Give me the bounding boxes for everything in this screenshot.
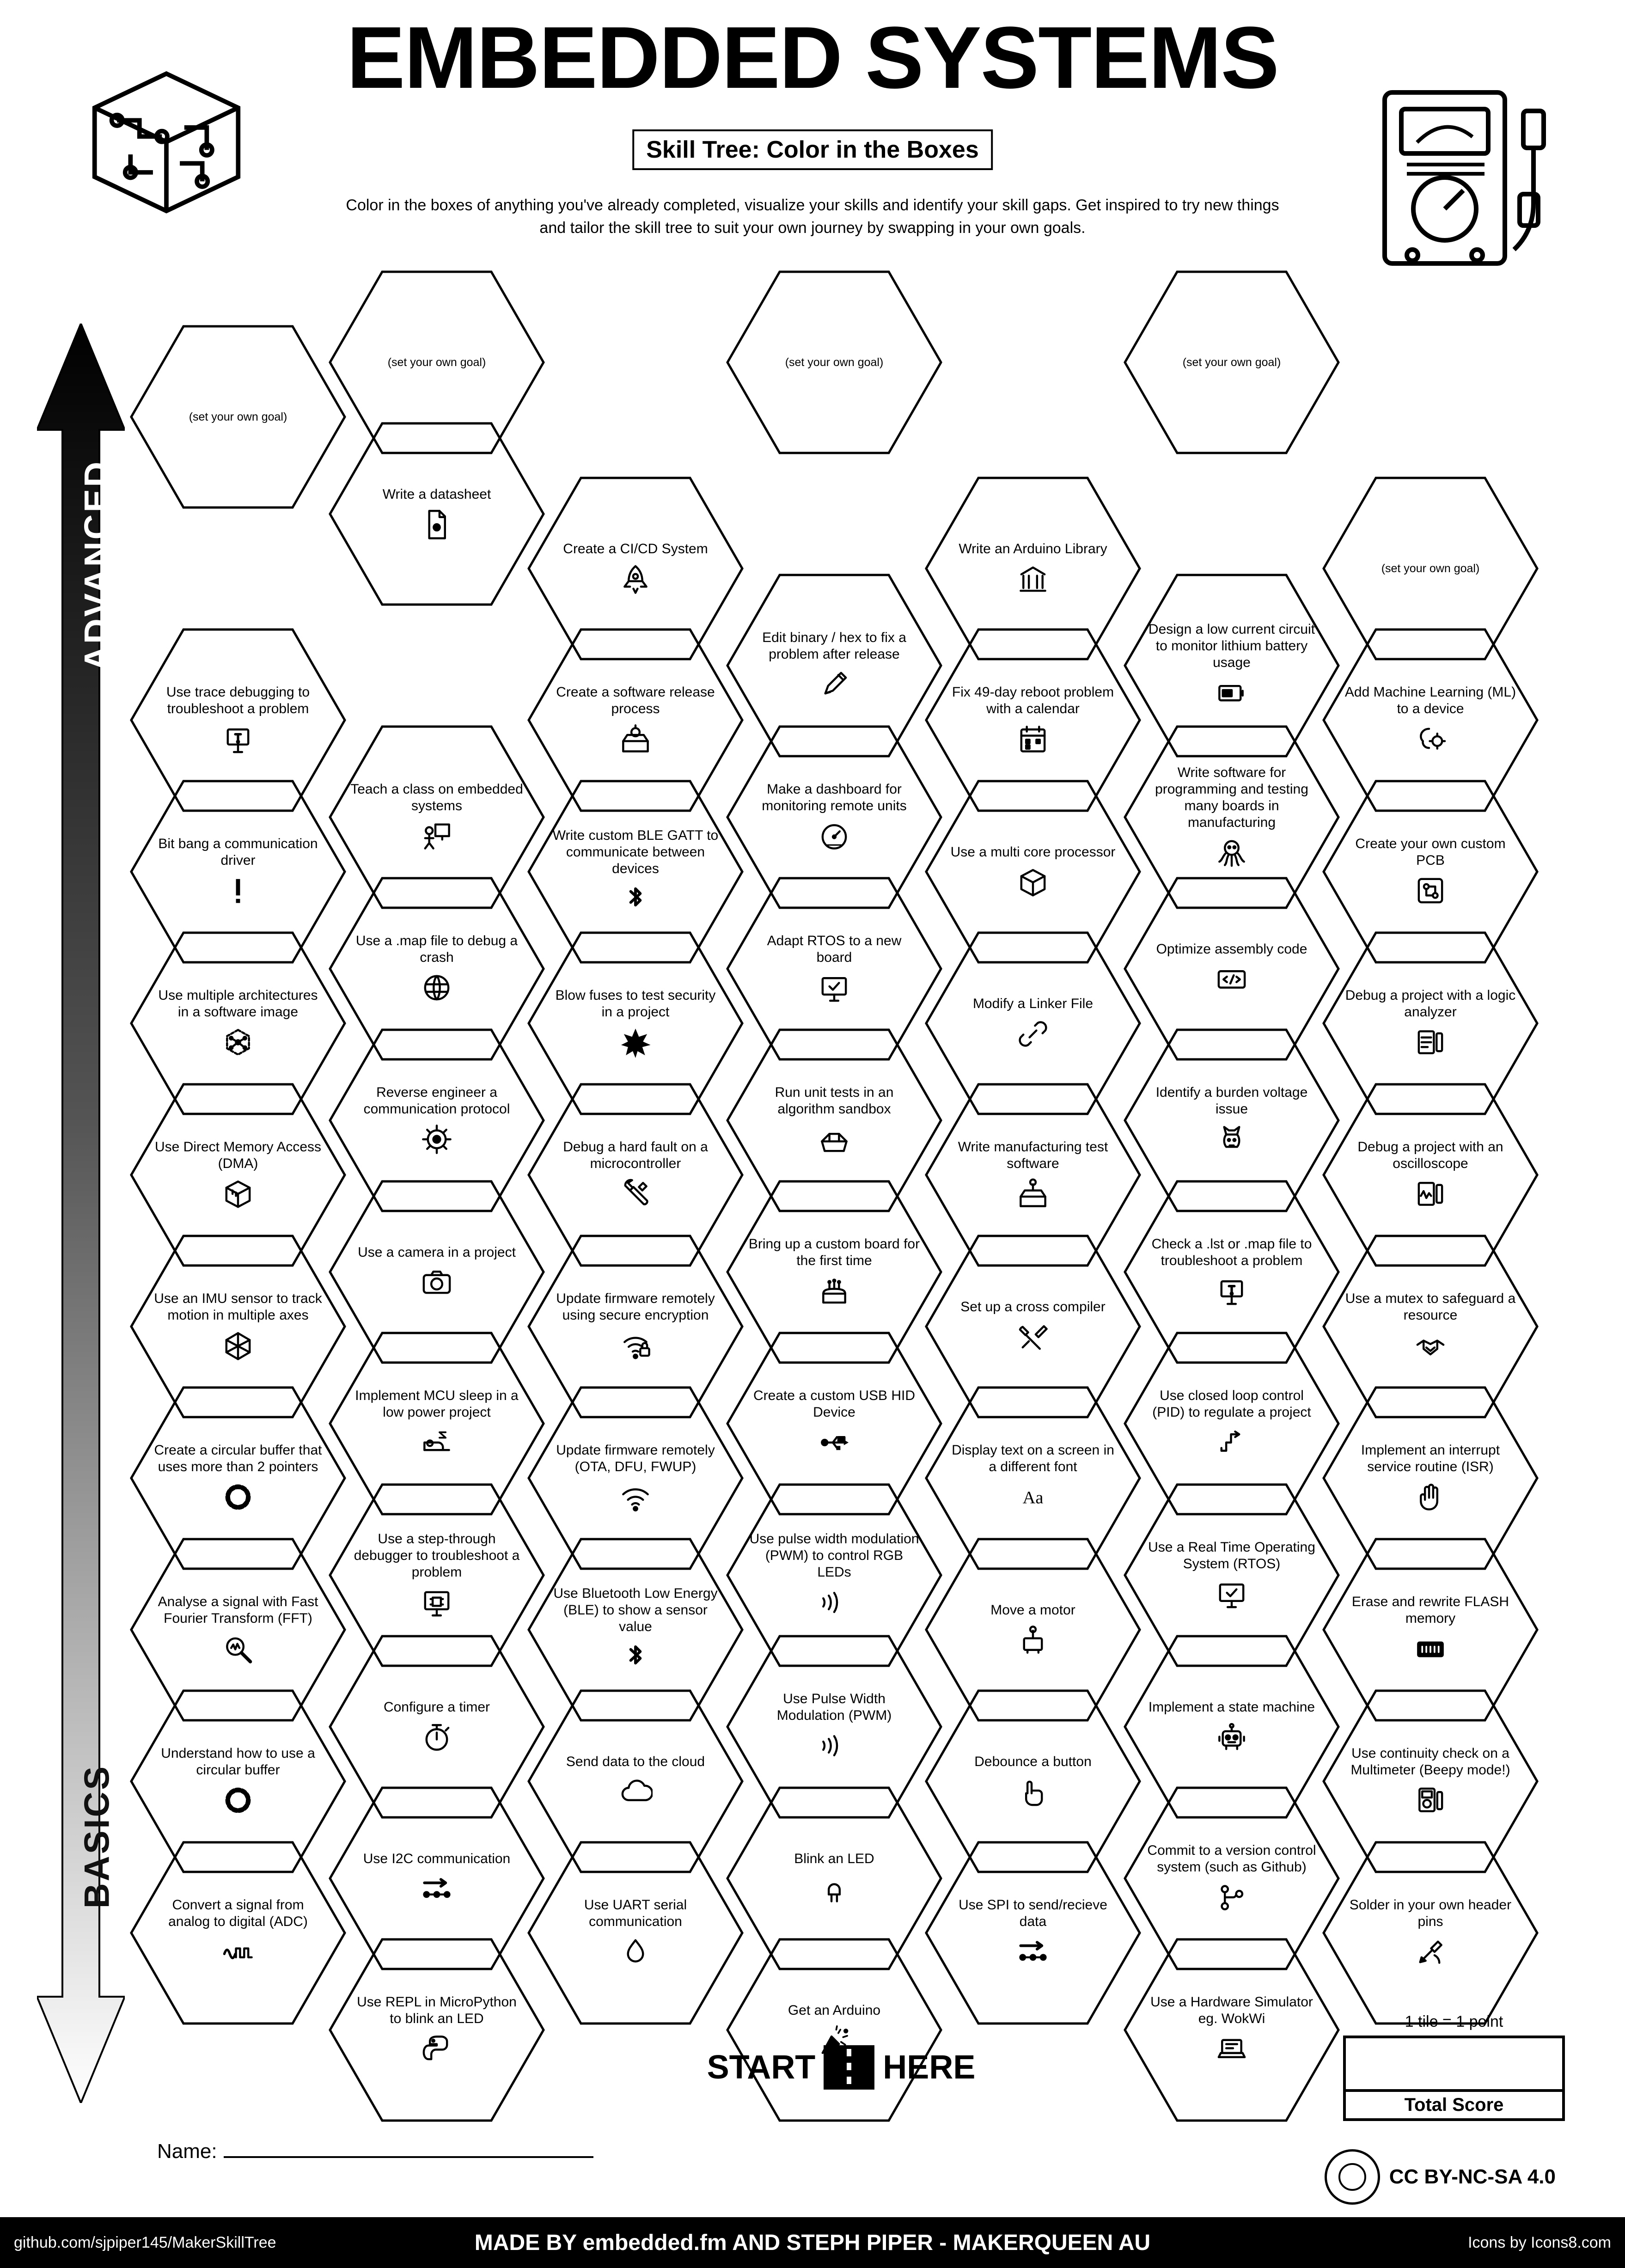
- document-icon: [420, 507, 454, 542]
- feedback-loop-icon: [1215, 1425, 1249, 1460]
- tile-label: Display text on a screen in a different font: [952, 1443, 1114, 1474]
- cube-icon: [1016, 865, 1050, 899]
- calendar-icon: [1016, 722, 1050, 756]
- tile-label: Use a Hardware Simulator eg. WokWi: [1150, 1994, 1313, 2026]
- skill-tile[interactable]: [328, 1936, 545, 2124]
- tile-label: Fix 49-day reboot problem with a calendar: [952, 685, 1114, 716]
- tile-label: Reverse engineer a communication protocol: [363, 1085, 510, 1117]
- tile-label: Use a step-through debugger to troubleshoot a problem: [354, 1531, 520, 1580]
- library-icon: [1016, 562, 1050, 596]
- tile-label: Debug a project with a logic analyzer: [1345, 988, 1516, 1020]
- tile-label: Set up a cross compiler: [960, 1299, 1106, 1314]
- tile-label: Write an Arduino Library: [959, 541, 1107, 556]
- skill-tile[interactable]: [129, 1839, 347, 2027]
- sleep-icon: [420, 1425, 454, 1460]
- tile-outline: [1322, 1839, 1539, 2027]
- usb-icon: [817, 1425, 851, 1460]
- tile-label: Update firmware remotely (OTA, DFU, FWUP): [556, 1443, 715, 1474]
- tile-label: Use continuity check on a Multimeter (Beepy mode!): [1350, 1746, 1510, 1778]
- tile-label: Use SPI to send/recieve data: [959, 1897, 1107, 1929]
- tile-label: Use Pulse Width Modulation (PWM): [776, 1691, 892, 1723]
- footer-credit: MADE BY embedded.fm AND STEPH PIPER - MAKERQUEEN AU: [474, 2230, 1151, 2255]
- tile-label: Use Bluetooth Low Energy (BLE) to show a sensor value: [553, 1586, 718, 1634]
- skill-tile[interactable]: [924, 1839, 1142, 2027]
- soldering-iron-icon: [1413, 1935, 1448, 1969]
- tile-label: Adapt RTOS to a new board: [767, 933, 902, 965]
- memory-cube-icon: [221, 1177, 255, 1211]
- start-label: START: [707, 2049, 816, 2086]
- package-release-icon: [618, 722, 653, 756]
- tile-label: Write manufacturing test software: [958, 1139, 1108, 1171]
- cake-icon: [817, 1274, 851, 1308]
- tile-label: Implement MCU sleep in a low power project: [355, 1388, 519, 1420]
- map-globe-icon: [420, 971, 454, 1005]
- factory-package-icon: [1016, 1177, 1050, 1211]
- tile-label: Use Direct Memory Access (DMA): [154, 1139, 322, 1171]
- page-title: EMBEDDED SYSTEMS: [346, 9, 1279, 107]
- flash-memory-icon: [1413, 1632, 1448, 1666]
- axis-label-basics: BASICS: [77, 1764, 117, 1909]
- tile-label: Use a .map file to debug a crash: [355, 933, 518, 965]
- tile-label: Edit binary / hex to fix a problem after release: [762, 630, 906, 662]
- score-note: 1 tile = 1 point: [1405, 2013, 1503, 2030]
- tile-label: Create a CI/CD System: [563, 541, 708, 556]
- debugger-icon: [420, 1585, 454, 1620]
- bus-arrow-icon: [1016, 1935, 1050, 1969]
- bluetooth-icon: [618, 882, 653, 916]
- rocket-icon: [618, 562, 653, 596]
- tile-label: Analyse a signal with Fast Fourier Transform (FFT): [158, 1594, 318, 1626]
- circular-buffer-icon: [221, 1480, 255, 1514]
- monitor-check-icon: [1215, 1577, 1249, 1611]
- description: Color in the boxes of anything you've already completed, visualize your skills and identify your skill gaps. Get inspired to try new things and tailor the skill tree to suit your own journey by swapping in your own goals.: [346, 196, 1279, 237]
- tile-label: Debounce a button: [974, 1754, 1092, 1769]
- tile-label: Use closed loop control (PID) to regulate a project: [1152, 1388, 1311, 1420]
- tile-label: Debug a project with an oscilloscope: [1357, 1139, 1503, 1171]
- stopwatch-icon: [420, 1720, 454, 1754]
- wifi-lock-icon: [618, 1328, 653, 1363]
- tile-label: Design a low current circuit to monitor lithium battery usage: [1148, 622, 1315, 670]
- tile-label: Move a motor: [990, 1602, 1075, 1618]
- robot-icon: [1215, 1720, 1249, 1754]
- battery-icon: [1215, 676, 1249, 710]
- tile-label: Make a dashboard for monitoring remote units: [762, 782, 907, 813]
- tile-label: Erase and rewrite FLASH memory: [1351, 1594, 1509, 1626]
- skill-tile[interactable]: [129, 323, 347, 511]
- tile-label: Solder in your own header pins: [1349, 1897, 1512, 1929]
- tile-label: Add Machine Learning (ML) to a device: [1344, 685, 1516, 716]
- tile-label: Use a multi core processor: [950, 844, 1116, 860]
- name-field[interactable]: [157, 2140, 593, 2163]
- tile-label: Write software for programming and testing many boards in manufacturing: [1155, 765, 1308, 830]
- here-label: HERE: [883, 2049, 976, 2086]
- svg-text:Aa: Aa: [1022, 1488, 1044, 1508]
- tile-label: Use I2C communication: [363, 1851, 511, 1866]
- tile-outline: [328, 1936, 545, 2124]
- tile-label: Understand how to use a circular buffer: [161, 1746, 315, 1778]
- hand-icon: [1413, 1480, 1448, 1514]
- license-text: CC BY-NC-SA 4.0: [1389, 2165, 1556, 2188]
- tile-label: Convert a signal from analog to digital (ADC): [168, 1897, 308, 1929]
- skill-tile[interactable]: [328, 268, 545, 457]
- tile-label: Use trace debugging to troubleshoot a problem: [166, 685, 310, 716]
- tile-label: Use a mutex to safeguard a resource: [1345, 1291, 1516, 1323]
- code-icon: [1215, 962, 1249, 996]
- bus-arrow-icon: [420, 1872, 454, 1906]
- tile-label: Use a camera in a project: [358, 1245, 516, 1260]
- skill-tile[interactable]: [1123, 1936, 1340, 2124]
- score-input[interactable]: [1343, 2036, 1565, 2092]
- skill-tile[interactable]: [726, 1936, 943, 2124]
- score-label: Total Score: [1343, 2092, 1565, 2121]
- skill-tile[interactable]: [527, 1839, 744, 2027]
- footer-icons-credit[interactable]: Icons by Icons8.com: [1468, 2233, 1611, 2251]
- logic-analyzer-icon: [1413, 1025, 1448, 1059]
- tile-label: Get an Arduino: [788, 2003, 881, 2018]
- brain-gear-icon: [1413, 722, 1448, 756]
- wifi-icon: [618, 1480, 653, 1514]
- drop-icon: [618, 1935, 653, 1969]
- python-icon: [420, 2032, 454, 2066]
- skill-tile[interactable]: [1322, 1839, 1539, 2027]
- octopus-icon: [1215, 836, 1249, 870]
- sandbox-icon: [817, 1122, 851, 1156]
- press-button-icon: [1016, 1775, 1050, 1809]
- footer-github-link[interactable]: github.com/sjpiper145/MakerSkillTree: [14, 2233, 276, 2251]
- skill-tile[interactable]: [1123, 268, 1340, 457]
- party-popper-icon: [817, 2023, 851, 2058]
- led-icon: [817, 1872, 851, 1906]
- motor-icon: [1016, 1623, 1050, 1657]
- tile-label: Commit to a version control system (such as Github): [1147, 1843, 1316, 1875]
- skill-tile[interactable]: [726, 268, 943, 457]
- reverse-gear-icon: [420, 1122, 454, 1156]
- tile-outline: [1123, 1936, 1340, 2124]
- tile-label: Use multiple architectures in a software image: [158, 988, 318, 1020]
- tile-label: Use UART serial communication: [584, 1897, 687, 1929]
- footer-bar: [0, 2217, 1625, 2268]
- handshake-icon: [1413, 1328, 1448, 1363]
- tile-label: Implement a state machine: [1148, 1699, 1315, 1715]
- signal-waves-icon: [817, 1729, 851, 1763]
- tile-label: Update firmware remotely using secure encryption: [556, 1291, 715, 1323]
- multimeter-small-icon: [1413, 1783, 1448, 1817]
- tile-label: (set your own goal): [1381, 562, 1480, 575]
- link-icon: [1016, 1017, 1050, 1051]
- tile-label: Blink an LED: [794, 1851, 874, 1866]
- monitor-bug-icon: [221, 722, 255, 756]
- license: [1325, 2149, 1556, 2205]
- tile-label: Create a software release process: [556, 685, 715, 716]
- tile-label: Run unit tests in an algorithm sandbox: [775, 1085, 894, 1117]
- tile-label: Configure a timer: [383, 1699, 490, 1715]
- signal-magnifier-icon: [221, 1632, 255, 1666]
- name-rule[interactable]: [224, 2156, 593, 2158]
- tile-label: Use pulse width modulation (PWM) to control RGB LEDs: [749, 1531, 919, 1580]
- tile-label: Create a circular buffer that uses more than 2 pointers: [154, 1443, 322, 1474]
- explosion-icon: [618, 1025, 653, 1059]
- tile-label: Use a Real Time Operating System (RTOS): [1148, 1540, 1315, 1571]
- total-score-box: [1343, 2013, 1565, 2121]
- tile-label: Bit bang a communication driver: [158, 836, 318, 868]
- axes-icon: [221, 1328, 255, 1363]
- adc-wave-icon: [221, 1935, 255, 1969]
- architecture-icon: [221, 1025, 255, 1059]
- pencil-icon: [817, 667, 851, 702]
- tile-label: Implement an interrupt service routine (ISR): [1361, 1443, 1500, 1474]
- tile-label: (set your own goal): [189, 410, 287, 423]
- presenter-icon: [420, 819, 454, 853]
- wrench-screwdriver-icon: [1016, 1320, 1050, 1354]
- font-icon: [1016, 1480, 1050, 1514]
- camera-icon: [420, 1265, 454, 1300]
- donkey-icon: [1215, 1122, 1249, 1156]
- monitor-bug-icon: [1215, 1274, 1249, 1308]
- exclamation-icon: [221, 874, 255, 908]
- subtitle: Skill Tree: Color in the Boxes: [632, 129, 993, 170]
- monitor-check-icon: [817, 971, 851, 1005]
- tile-label: Debug a hard fault on a microcontroller: [563, 1139, 708, 1171]
- name-label: Name:: [157, 2140, 217, 2163]
- tile-label: Write a datasheet: [382, 487, 491, 502]
- git-icon: [1215, 1880, 1249, 1914]
- creative-commons-icon: [1325, 2149, 1380, 2205]
- tile-label: (set your own goal): [785, 356, 884, 369]
- tile-label: Teach a class on embedded systems: [350, 782, 523, 813]
- tile-label: Blow fuses to test security in a project: [555, 988, 716, 1020]
- tile-label: Create a custom USB HID Device: [753, 1388, 916, 1420]
- tile-label: (set your own goal): [387, 356, 486, 369]
- tile-outline: [129, 1839, 347, 2027]
- tile-label: Modify a Linker File: [972, 996, 1094, 1011]
- tile-label: Send data to the cloud: [566, 1754, 705, 1769]
- gauge-icon: [817, 819, 851, 853]
- tile-label: Bring up a custom board for the first time: [748, 1236, 920, 1268]
- tile-label: Use an IMU sensor to track motion in multiple axes: [154, 1291, 322, 1323]
- tile-outline: [924, 1839, 1142, 2027]
- pcb-icon: [1413, 874, 1448, 908]
- tile-label: Create your own custom PCB: [1355, 836, 1506, 868]
- oscilloscope-icon: [1413, 1177, 1448, 1211]
- tile-label: (set your own goal): [1182, 356, 1281, 369]
- tile-label: Write custom BLE GATT to communicate between devices: [552, 828, 719, 876]
- axis-label-advanced: ADVANCED: [77, 459, 117, 672]
- cloud-icon: [618, 1775, 653, 1809]
- tools-icon: [618, 1177, 653, 1211]
- tile-outline: [527, 1839, 744, 2027]
- signal-waves-icon: [817, 1585, 851, 1620]
- tile-label: Optimize assembly code: [1156, 941, 1307, 957]
- tile-label: Identify a burden voltage issue: [1155, 1085, 1308, 1117]
- bluetooth-icon: [618, 1640, 653, 1674]
- laptop-sim-icon: [1215, 2032, 1249, 2066]
- circular-buffer-icon: [221, 1783, 255, 1817]
- tile-label: Check a .lst or .map file to troubleshoot a problem: [1151, 1236, 1312, 1268]
- tile-label: Use REPL in MicroPython to blink an LED: [357, 1994, 517, 2026]
